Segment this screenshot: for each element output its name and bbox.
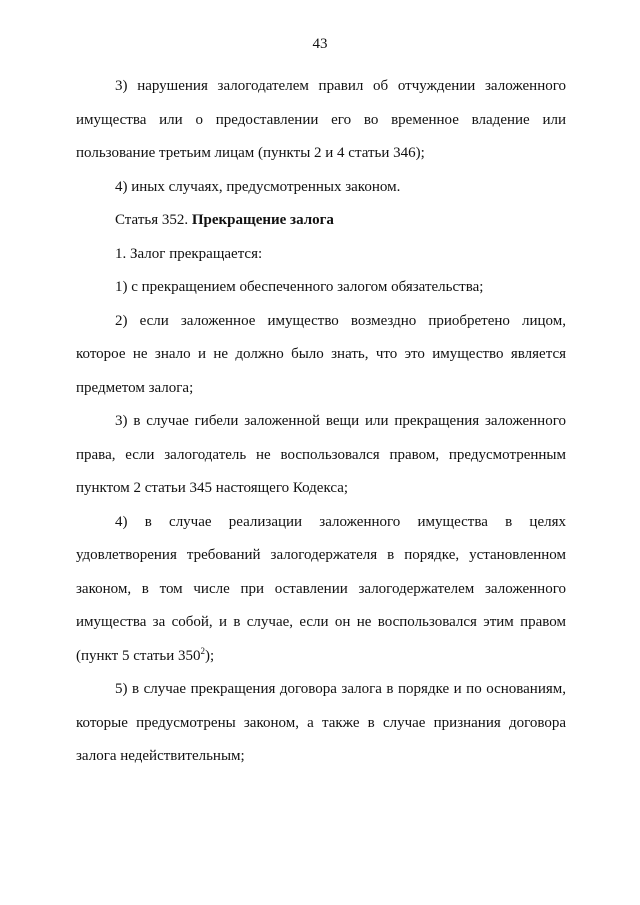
document-body <box>76 70 566 774</box>
list-item-4-end: ); <box>205 647 215 664</box>
article-title: Прекращение залога <box>191 212 334 228</box>
list-item-5: 5) в случае прекращения договора залога в порядке и по основаниям, которые предусмотрены законом, а также в случае признания договора залога недействительным; <box>76 681 566 764</box>
list-item-2: 2) если заложенное имущество возмездно приобретено лицом, которое не знало и не должно было знать, что это имущество является предметом залога; <box>76 312 566 396</box>
article-heading <box>76 204 566 238</box>
paragraph-violation-clause: 3) нарушения залогодателем правил об отчуждении заложенного имущества или о предоставлении его во временное владение или пользование третьим лицам (пункты 2 и 4 статьи 346); <box>76 78 566 161</box>
list-item-4 <box>76 506 566 674</box>
paragraph-pledge-terminates: 1. Залог прекращается: <box>115 245 263 262</box>
list-item-3: 3) в случае гибели заложенной вещи или прекращения заложенного права, если залогодатель не воспользовался правом, предусмотренным пунктом 2 статьи 345 настоящего Кодекса; <box>76 413 566 496</box>
paragraph-other-cases: 4) иных случаях, предусмотренных законом. <box>115 178 401 195</box>
superscript-marker: 2 <box>200 645 206 656</box>
list-item-1: 1) с прекращением обеспеченного залогом обязательства; <box>115 279 484 295</box>
list-item-4-text: 4) в случае реализации заложенного имущества в целях удовлетворения требований залогодержателя в порядке, установленном законом, в том числе при оставлении залогодержателем заложенного имущества за собой, и в случае, если он не воспользовался этим правом (пункт 5 статьи 350 <box>76 513 566 664</box>
page-number: 43 <box>312 36 328 52</box>
article-number: Статья 352. <box>115 212 192 228</box>
